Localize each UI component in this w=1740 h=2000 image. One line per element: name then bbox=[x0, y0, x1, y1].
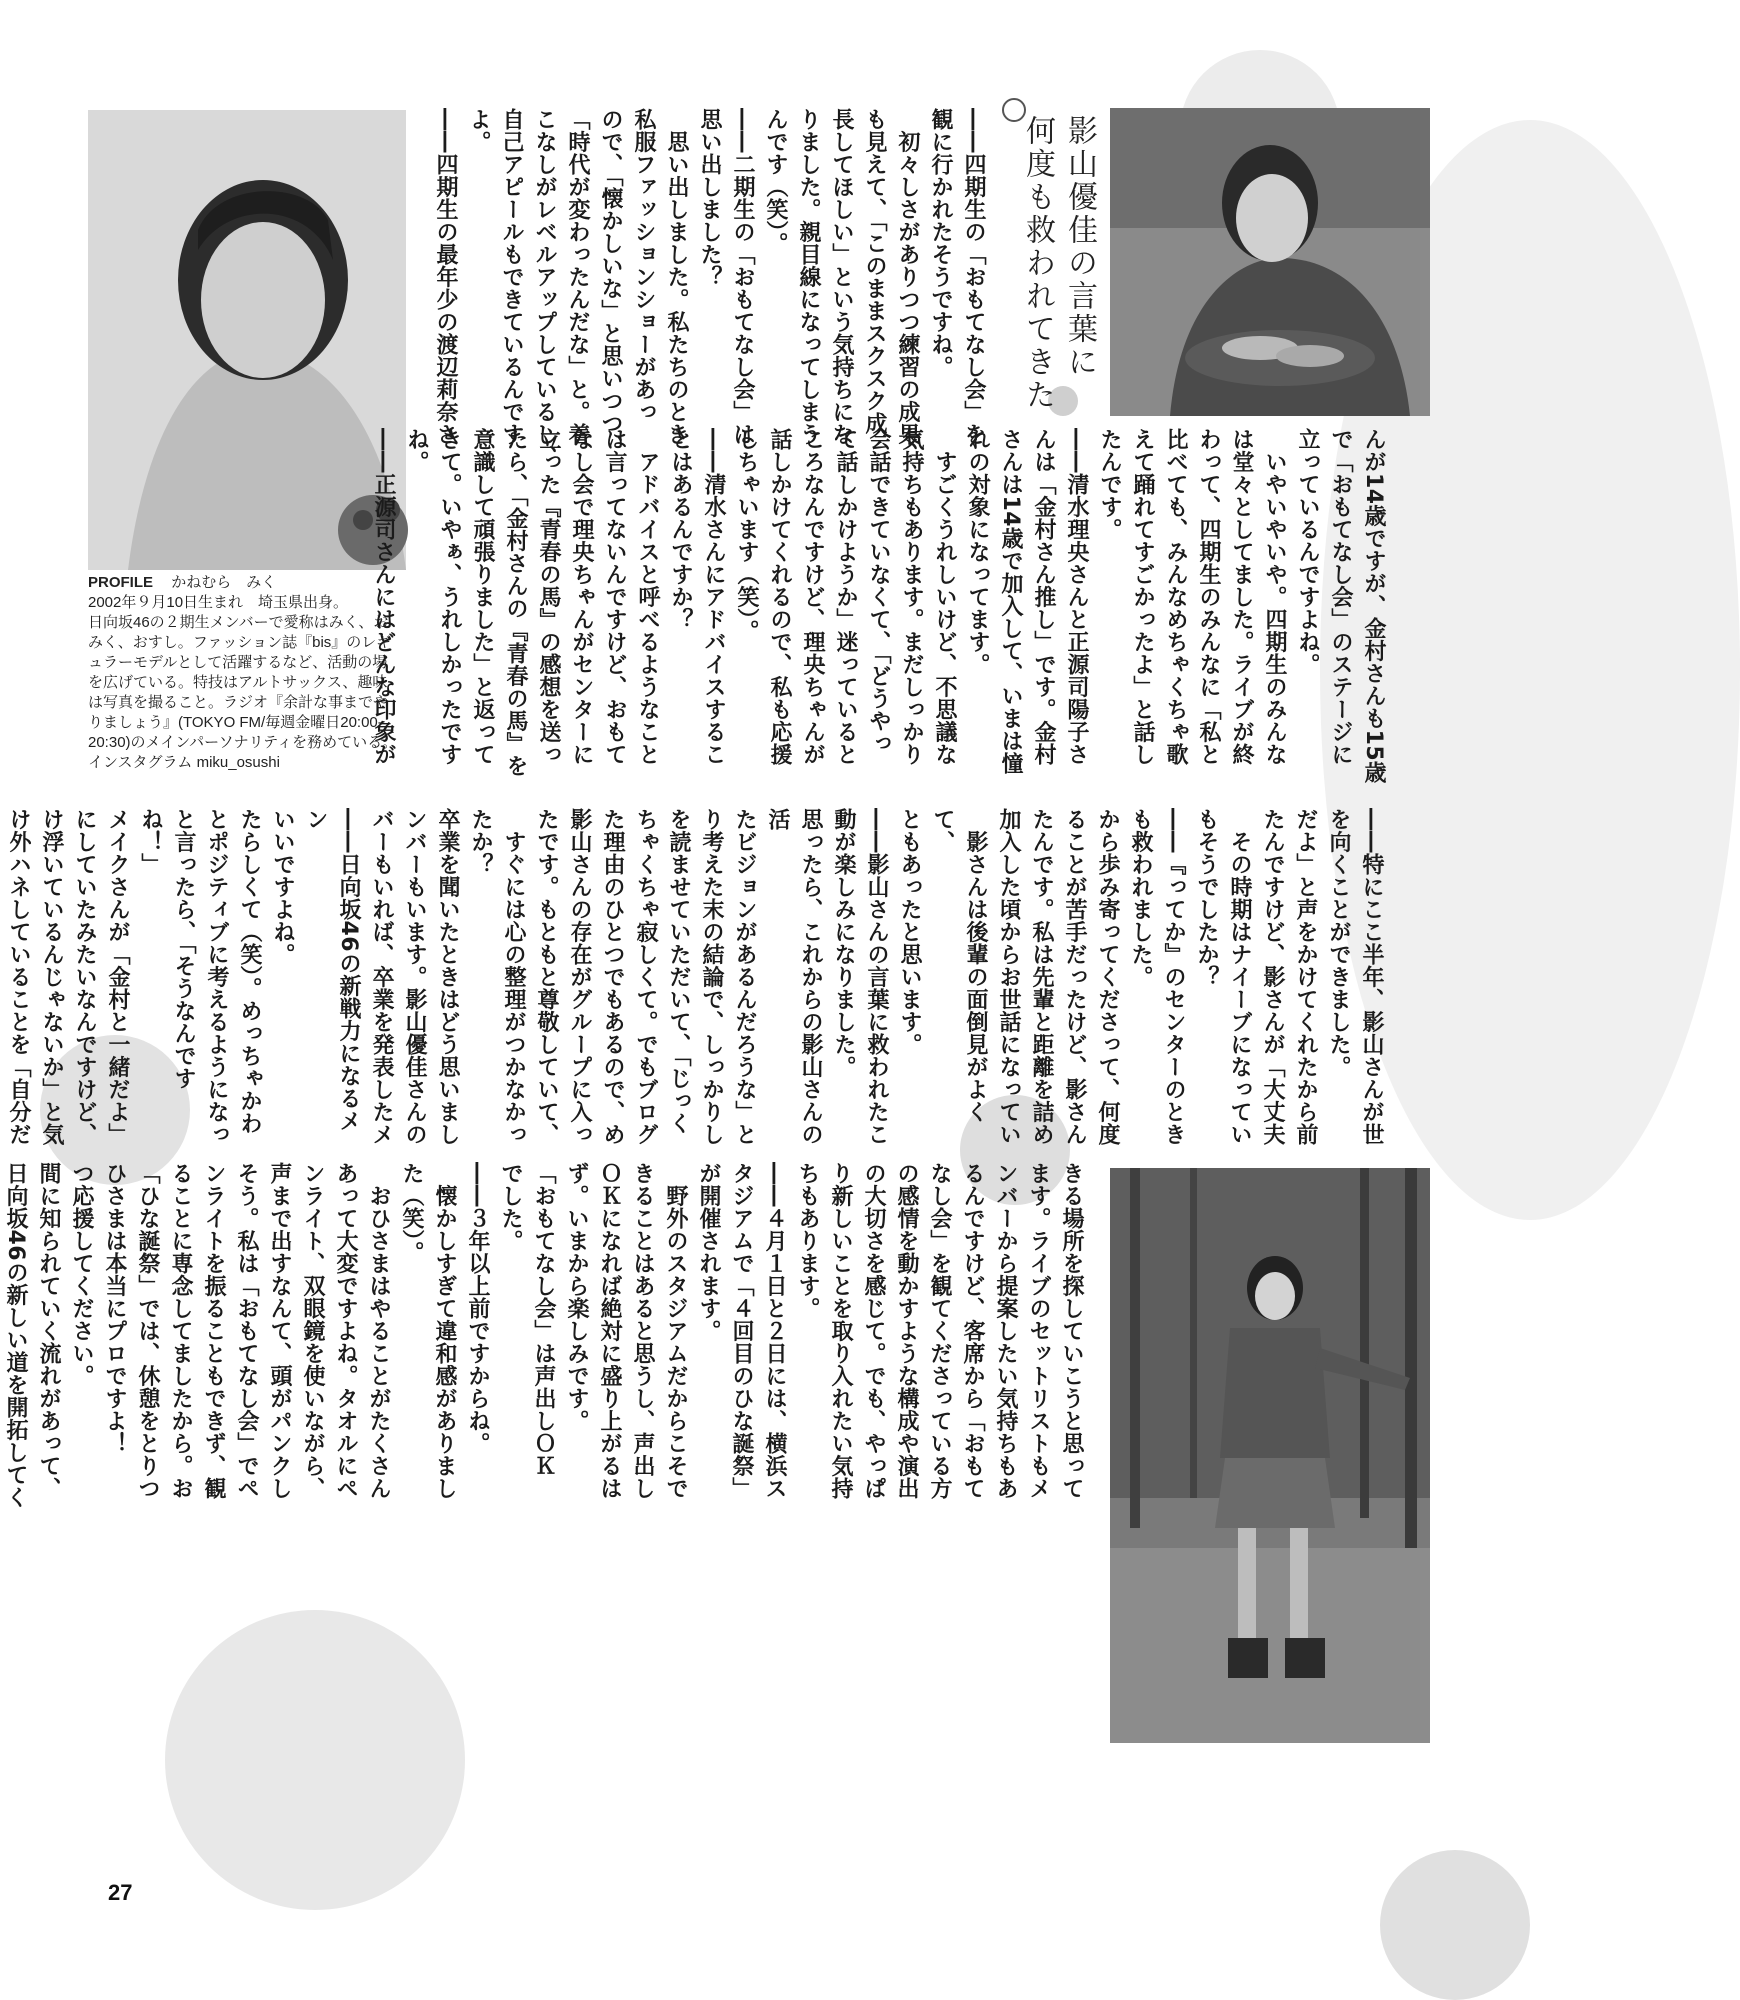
portrait-photo bbox=[88, 110, 406, 570]
profile-line: 2002年９月10日生まれ 埼玉県出身。 bbox=[88, 594, 349, 611]
text-block-upper-right-content: んが14歳ですが、金村さんも15歳 で「おもてなし会」のステージに 立っているんですよね。 いやいやいや。四期生のみんな は堂々としてました。ライブが終 わって、四期生のみんなに「私と 比べても、みんなめちゃくちゃ歌 えて踊れてすごかったよ」と話し たんです。 ――清水理央さんと正源司陽子さ んは「金村さん推し」です。金村 さんは14歳で加入して、いまは憧 れの対象になってます。 すごくうれしいけど、不思議な 気持ちもあります。まだしっかり 会話できていなくて、「どうやっ て話しかけようか」迷っていると ころなんですけど、理央ちゃんが 話しかけてくれるので、私も応援 しちゃいます（笑）。 ――清水さんにアドバイスするこ とはあるんですか？ アドバイスと呼べるようなこと は言ってないんですけど、おもて なし会で理央ちゃんがセンターに 立った『青春の馬』の感想を送っ たら、「金村さんの『青春の馬』を 意識して頑張りました」と返って きて。いやぁ、うれしかったです ね。 ――正源司さんにはどんな印象が bbox=[371, 428, 1386, 784]
profile-line: インスタグラム miku_osushi bbox=[88, 754, 280, 771]
text-block-bottom-left bbox=[3, 1162, 1088, 1752]
profile-line: みく、おすし。ファッション誌『bis』のレギ bbox=[88, 634, 392, 651]
profile-line: ュラーモデルとして活躍するなど、活動の場 bbox=[88, 654, 388, 671]
text-block-upper-right bbox=[371, 428, 1390, 798]
text-block-bottom-left-content: きる場所を探していこうと思って ます。ライブのセットリストもメ ンバーから提案したい気持ちもあ るんですけど、客席から「おもて なし会」を観てくださっている方 の感情を動かすような構成や演出 の大切さを感じて。でも、やっぱ り新しいことを取り入れたい気持 ちもあります。 ――４月１日と２日には、横浜ス タジアムで「４回目のひな誕祭」 が開催されます。 野外のスタジアムだからこそで きることはあると思うし、声出し ＯＫになれば絶対に盛り上がるは ず。いまから楽しみです。 「おもてなし会」は声出しＯＫ でした。 ――３年以上前ですからね。 懐かしすぎて違和感がありまし た（笑）。 おひさまはやることがたくさん あって大変ですよね。タオルにペ ンライト、双眼鏡を使いながら、 声まで出すなんて、頭がパンクし そう。私は「おもてなし会」でペ ンライトを振ることもできず、観 ることに専念してましたから。お 「ひな誕祭」では、休憩をとりつ ひさまは本当にプロですよ！ つ応援してください。 間に知られていく流れがあって、 日向坂46の新しい道を開拓してく bbox=[3, 1162, 1084, 1509]
forest-photo-image bbox=[1110, 1168, 1430, 1743]
text-block-middle-content: ――特にここ半年、影山さんが世 を向くことができました。 だよ」と声をかけてくれたから前 たんですけど、影さんが「大丈夫 その時期はナイーブになってい もそうでしたか？ ――『ってか』のセンターのとき も救われました。 から歩み寄ってくださって、何度 ることが苦手だったけど、影さん たんです。私は先輩と距離を詰め 加入した頃からお世話になってい 影さんは後輩の面倒見がよくて、 ともあったと思います。 ――影山さんの言葉に救われたこ 動が楽しみになりました。 思ったら、これからの影山さんの活 たビジョンがあるんだろうな」と り考えた末の結論で、しっかりし を読ませていただいて、「じっく ちゃくちゃ寂しくて。でもブログ た理由のひとつでもあるので、め 影山さんの存在がグループに入っ たです。もともと尊敬していて、 すぐには心の整理がつかなかっ たか？ 卒業を聞いたときはどう思いまし ンバーもいます。影山優佳さんの バーもいれば、卒業を発表したメ ――日向坂46の新戦力になるメン いいですよね。 たらしくて（笑）。めっちゃかわ とポジティブに考えるようになっ と言ったら、「そうなんですね！」 メイクさんが「金村と一緒だよ」 にしていたみたいなんですけど、 け浮いているんじゃないか」と気 け外ハネしていることを「自分だ bbox=[6, 808, 1384, 1146]
profile-line: 20:30)のメインパーソナリティを務めている。 bbox=[88, 734, 398, 751]
profile-line: は写真を撮ること。ラジオ『余計な事までや bbox=[88, 694, 389, 711]
portrait-photo-image bbox=[88, 110, 406, 570]
headline: 影山優佳の言葉に 何度も救われてきた bbox=[1020, 115, 1097, 412]
profile-line: を広げている。特技はアルトサックス、趣味 bbox=[88, 674, 388, 691]
sweet-potato-photo-image bbox=[1110, 108, 1430, 416]
photo-with-baked-sweet-potatoes bbox=[1110, 108, 1430, 416]
full-body-photo-in-forest bbox=[1110, 1168, 1430, 1743]
profile-line: 日向坂46の２期生メンバーで愛称はみく、お bbox=[88, 614, 389, 631]
profile-label: PROFILE bbox=[88, 574, 154, 591]
profile-header bbox=[88, 573, 413, 593]
profile-line: りましょう』(TOKYO FM/毎週金曜日20:00- bbox=[88, 714, 383, 731]
page-number: 27 bbox=[108, 1880, 133, 1905]
decorative-circle-corner bbox=[1380, 1850, 1530, 2000]
profile-block bbox=[88, 573, 413, 773]
profile-name: かねむら みく bbox=[171, 574, 277, 591]
text-block-middle bbox=[6, 808, 1388, 1148]
text-block-top-left-content: ――四期生の「おもてなし会」を 観に行かれたそうですね。 初々しさがありつつ練習の成果 も見えて、「このままスクスク成 長してほしい」という気持ちにな りました。親目線になってしまう んです（笑）。 ――二期生の「おもてなし会」は 思い出しました？ 思い出しました。私たちのとき 私服ファッションショーがあっ ので、「懐かしいな」と思いつつ、 「時代が変わったんだな」と。着 こなしがレベルアップしているし、 自己アピールもできているんです よ。 ――四期生の最年少の渡辺莉奈さ bbox=[433, 108, 986, 468]
